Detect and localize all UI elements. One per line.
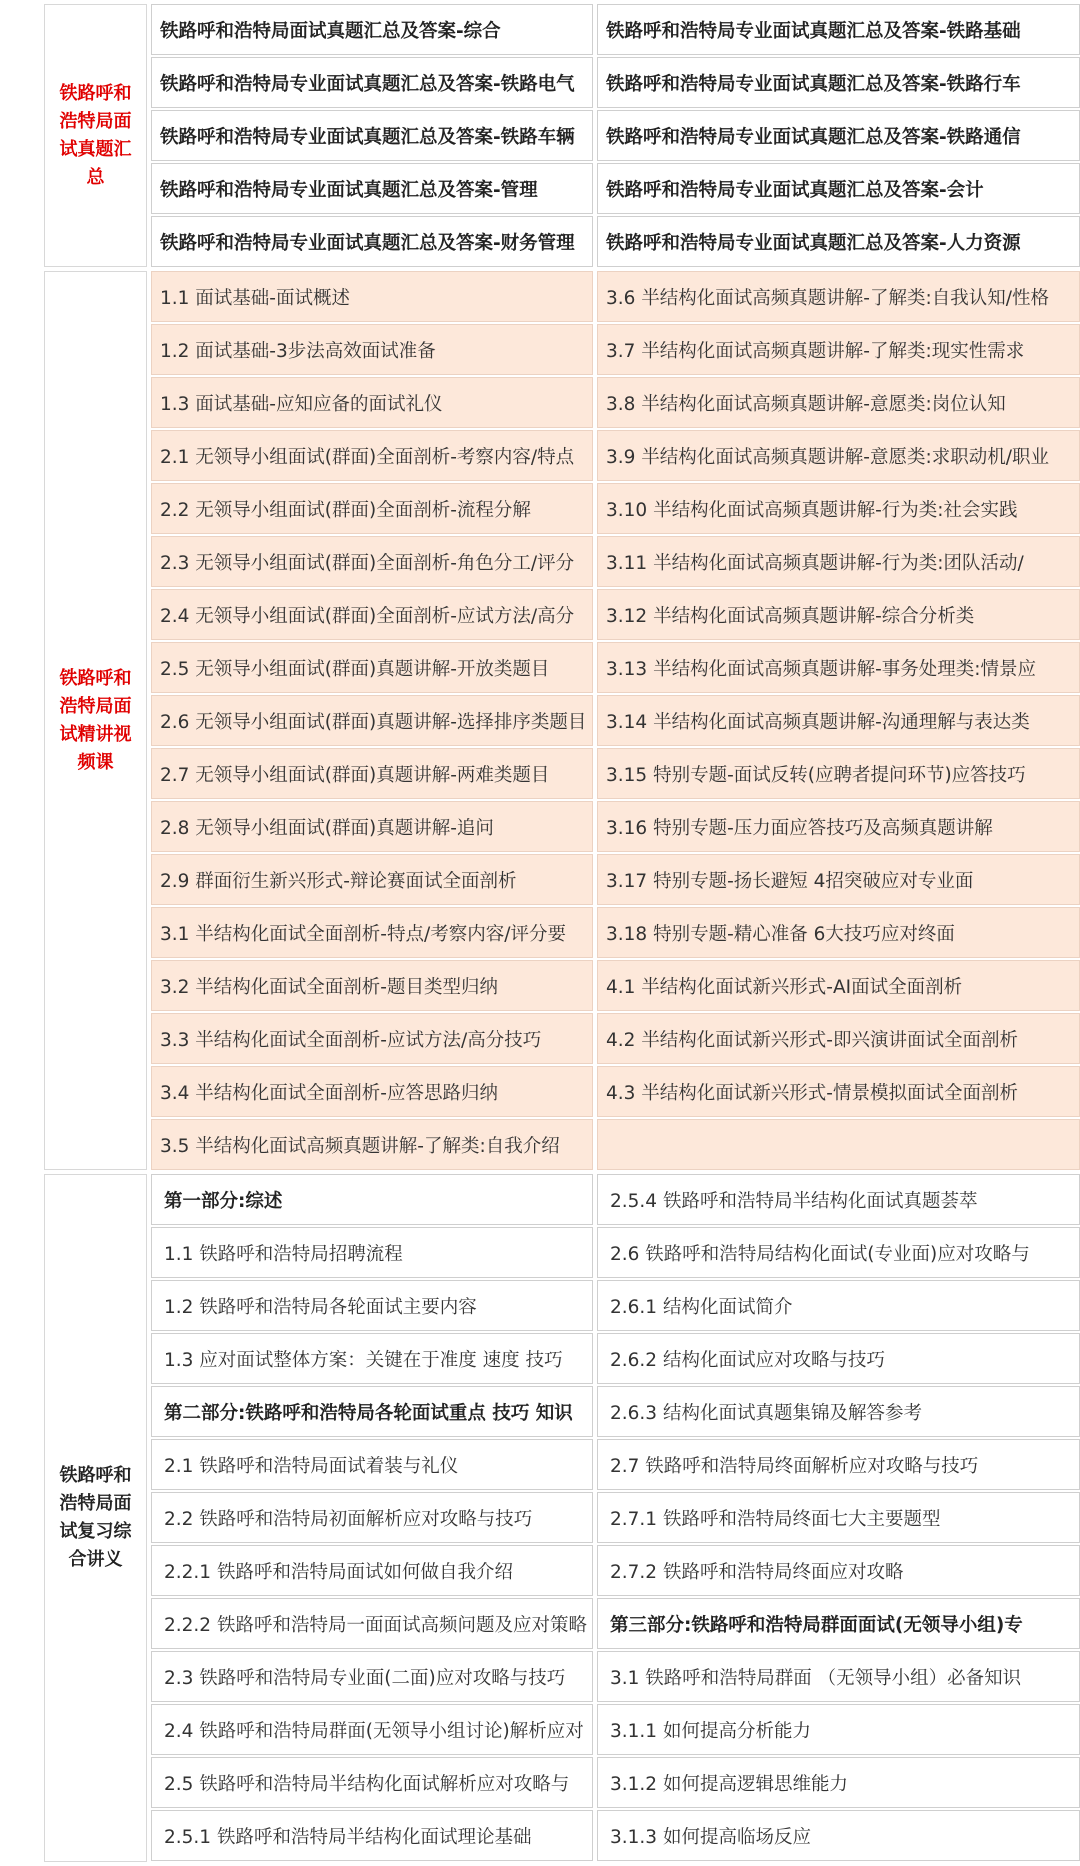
table-cell-link[interactable]: 3.17 特别专题-扬长避短 4招突破应对专业面 bbox=[597, 854, 1080, 905]
table-cell-link[interactable]: 1.2 铁路呼和浩特局各轮面试主要内容 bbox=[151, 1280, 593, 1331]
table-cell-link[interactable]: 4.1 半结构化面试新兴形式-AI面试全面剖析 bbox=[597, 960, 1080, 1011]
table-cell-link[interactable]: 铁路呼和浩特局专业面试真题汇总及答案-会计 bbox=[597, 163, 1080, 214]
table-row bbox=[151, 536, 1080, 587]
table-cell-link[interactable]: 2.5.4 铁路呼和浩特局半结构化面试真题荟萃 bbox=[597, 1174, 1080, 1225]
table-cell-link[interactable]: 2.6.2 结构化面试应对攻略与技巧 bbox=[597, 1333, 1080, 1384]
table-cell-empty bbox=[597, 1119, 1080, 1170]
section-label bbox=[44, 4, 147, 267]
table-cell-link[interactable]: 3.1 半结构化面试全面剖析-特点/考察内容/评分要 bbox=[151, 907, 593, 958]
table-row bbox=[151, 1386, 1080, 1437]
table-row bbox=[151, 1174, 1080, 1225]
table-cell-link[interactable]: 铁路呼和浩特局专业面试真题汇总及答案-铁路行车 bbox=[597, 57, 1080, 108]
table-cell-link[interactable]: 3.14 半结构化面试高频真题讲解-沟通理解与表达类 bbox=[597, 695, 1080, 746]
table-cell-link[interactable]: 2.3 无领导小组面试(群面)全面剖析-角色分工/评分 bbox=[151, 536, 593, 587]
table-cell-link[interactable]: 4.3 半结构化面试新兴形式-情景模拟面试全面剖析 bbox=[597, 1066, 1080, 1117]
table-cell-link[interactable]: 3.18 特别专题-精心准备 6大技巧应对终面 bbox=[597, 907, 1080, 958]
section-label bbox=[44, 1174, 147, 1862]
table-cell-link[interactable]: 2.1 无领导小组面试(群面)全面剖析-考察内容/特点 bbox=[151, 430, 593, 481]
table-row bbox=[151, 1492, 1080, 1543]
table-row bbox=[151, 1119, 1080, 1170]
table-cell-link[interactable]: 1.3 应对面试整体方案：关键在于准度 速度 技巧 bbox=[151, 1333, 593, 1384]
section-cells bbox=[151, 271, 1080, 1170]
table-row bbox=[151, 960, 1080, 1011]
table-cell-link[interactable]: 4.2 半结构化面试新兴形式-即兴演讲面试全面剖析 bbox=[597, 1013, 1080, 1064]
table-cell-link[interactable]: 3.13 半结构化面试高频真题讲解-事务处理类:情景应 bbox=[597, 642, 1080, 693]
table-row bbox=[151, 695, 1080, 746]
table-row bbox=[151, 642, 1080, 693]
table-cell-link[interactable]: 3.7 半结构化面试高频真题讲解-了解类:现实性需求 bbox=[597, 324, 1080, 375]
table-cell-heading[interactable]: 第三部分:铁路呼和浩特局群面面试(无领导小组)专 bbox=[597, 1598, 1080, 1649]
table-cell-link[interactable]: 3.1.2 如何提高逻辑思维能力 bbox=[597, 1757, 1080, 1808]
table-cell-link[interactable]: 铁路呼和浩特局面试真题汇总及答案-综合 bbox=[151, 4, 593, 55]
table-cell-link[interactable]: 2.2 无领导小组面试(群面)全面剖析-流程分解 bbox=[151, 483, 593, 534]
section-cells bbox=[151, 4, 1080, 267]
table-cell-link[interactable]: 2.7.2 铁路呼和浩特局终面应对攻略 bbox=[597, 1545, 1080, 1596]
table-row bbox=[151, 1227, 1080, 1278]
table-cell-link[interactable]: 铁路呼和浩特局专业面试真题汇总及答案-财务管理 bbox=[151, 216, 593, 267]
table-cell-link[interactable]: 铁路呼和浩特局专业面试真题汇总及答案-铁路通信 bbox=[597, 110, 1080, 161]
table-cell-link[interactable]: 2.5 无领导小组面试(群面)真题讲解-开放类题目 bbox=[151, 642, 593, 693]
table-cell-link[interactable]: 3.16 特别专题-压力面应答技巧及高频真题讲解 bbox=[597, 801, 1080, 852]
table-row bbox=[151, 1280, 1080, 1331]
table-row bbox=[151, 483, 1080, 534]
table-cell-link[interactable]: 2.7.1 铁路呼和浩特局终面七大主要题型 bbox=[597, 1492, 1080, 1543]
table-cell-link[interactable]: 2.6 铁路呼和浩特局结构化面试(专业面)应对攻略与 bbox=[597, 1227, 1080, 1278]
table-cell-link[interactable]: 3.5 半结构化面试高频真题讲解-了解类:自我介绍 bbox=[151, 1119, 593, 1170]
table-cell-link[interactable]: 3.12 半结构化面试高频真题讲解-综合分析类 bbox=[597, 589, 1080, 640]
table-cell-link[interactable]: 2.7 无领导小组面试(群面)真题讲解-两难类题目 bbox=[151, 748, 593, 799]
table-cell-link[interactable]: 2.5.1 铁路呼和浩特局半结构化面试理论基础 bbox=[151, 1810, 593, 1861]
table-cell-link[interactable]: 2.2 铁路呼和浩特局初面解析应对攻略与技巧 bbox=[151, 1492, 593, 1543]
table-cell-link[interactable]: 2.1 铁路呼和浩特局面试着装与礼仪 bbox=[151, 1439, 593, 1490]
table-cell-link[interactable]: 3.1.1 如何提高分析能力 bbox=[597, 1704, 1080, 1755]
table-row bbox=[151, 324, 1080, 375]
table-row bbox=[151, 57, 1080, 108]
table-cell-link[interactable]: 1.3 面试基础-应知应备的面试礼仪 bbox=[151, 377, 593, 428]
table-row bbox=[151, 216, 1080, 267]
table-cell-link[interactable]: 3.6 半结构化面试高频真题讲解-了解类:自我认知/性格 bbox=[597, 271, 1080, 322]
table-row bbox=[151, 1757, 1080, 1808]
table-cell-link[interactable]: 3.11 半结构化面试高频真题讲解-行为类:团队活动/ bbox=[597, 536, 1080, 587]
table-row bbox=[151, 4, 1080, 55]
table-cell-link[interactable]: 2.8 无领导小组面试(群面)真题讲解-追问 bbox=[151, 801, 593, 852]
table-cell-link[interactable]: 2.7 铁路呼和浩特局终面解析应对攻略与技巧 bbox=[597, 1439, 1080, 1490]
table-cell-link[interactable]: 1.2 面试基础-3步法高效面试准备 bbox=[151, 324, 593, 375]
table-cell-link[interactable]: 3.10 半结构化面试高频真题讲解-行为类:社会实践 bbox=[597, 483, 1080, 534]
table-row bbox=[151, 1810, 1080, 1861]
table-row bbox=[151, 748, 1080, 799]
table-cell-link[interactable]: 3.15 特别专题-面试反转(应聘者提问环节)应答技巧 bbox=[597, 748, 1080, 799]
table-cell-link[interactable]: 3.1 铁路呼和浩特局群面 （无领导小组）必备知识 bbox=[597, 1651, 1080, 1702]
table-row bbox=[151, 1066, 1080, 1117]
table-row bbox=[151, 430, 1080, 481]
table-row bbox=[151, 589, 1080, 640]
table-cell-link[interactable]: 3.9 半结构化面试高频真题讲解-意愿类:求职动机/职业 bbox=[597, 430, 1080, 481]
section-label-text: 铁路呼和浩特局面试真题汇总 bbox=[59, 82, 132, 188]
table-cell-heading[interactable]: 第一部分:综述 bbox=[151, 1174, 593, 1225]
section-video-course bbox=[44, 271, 1080, 1170]
section-review-handout bbox=[44, 1174, 1080, 1862]
table-cell-link[interactable]: 铁路呼和浩特局专业面试真题汇总及答案-铁路电气 bbox=[151, 57, 593, 108]
table-cell-heading[interactable]: 第二部分:铁路呼和浩特局各轮面试重点 技巧 知识 bbox=[151, 1386, 593, 1437]
table-row bbox=[151, 1013, 1080, 1064]
table-row bbox=[151, 271, 1080, 322]
table-cell-link[interactable]: 2.4 铁路呼和浩特局群面(无领导小组讨论)解析应对 bbox=[151, 1704, 593, 1755]
table-cell-link[interactable]: 2.3 铁路呼和浩特局专业面(二面)应对攻略与技巧 bbox=[151, 1651, 593, 1702]
section-label-text: 铁路呼和浩特局面试精讲视频课 bbox=[59, 667, 132, 773]
table-cell-link[interactable]: 1.1 面试基础-面试概述 bbox=[151, 271, 593, 322]
table-row bbox=[151, 1545, 1080, 1596]
table-cell-link[interactable]: 3.1.3 如何提高临场反应 bbox=[597, 1810, 1080, 1861]
table-cell-link[interactable]: 1.1 铁路呼和浩特局招聘流程 bbox=[151, 1227, 593, 1278]
table-cell-link[interactable]: 2.4 无领导小组面试(群面)全面剖析-应试方法/高分 bbox=[151, 589, 593, 640]
table-row bbox=[151, 854, 1080, 905]
table-cell-link[interactable]: 2.6.3 结构化面试真题集锦及解答参考 bbox=[597, 1386, 1080, 1437]
table-cell-link[interactable]: 2.5 铁路呼和浩特局半结构化面试解析应对攻略与 bbox=[151, 1757, 593, 1808]
table-cell-link[interactable]: 3.4 半结构化面试全面剖析-应答思路归纳 bbox=[151, 1066, 593, 1117]
table-cell-link[interactable]: 2.2.2 铁路呼和浩特局一面面试高频问题及应对策略 bbox=[151, 1598, 593, 1649]
table-cell-link[interactable]: 2.9 群面衍生新兴形式-辩论赛面试全面剖析 bbox=[151, 854, 593, 905]
table-cell-link[interactable]: 2.6.1 结构化面试简介 bbox=[597, 1280, 1080, 1331]
table-cell-link[interactable]: 铁路呼和浩特局专业面试真题汇总及答案-管理 bbox=[151, 163, 593, 214]
table-cell-link[interactable]: 3.8 半结构化面试高频真题讲解-意愿类:岗位认知 bbox=[597, 377, 1080, 428]
table-row bbox=[151, 801, 1080, 852]
section-label-text: 铁路呼和浩特局面试复习综合讲义 bbox=[59, 1465, 132, 1570]
table-cell-link[interactable]: 铁路呼和浩特局专业面试真题汇总及答案-铁路基础 bbox=[597, 4, 1080, 55]
table-row bbox=[151, 1651, 1080, 1702]
table-cell-link[interactable]: 铁路呼和浩特局专业面试真题汇总及答案-铁路车辆 bbox=[151, 110, 593, 161]
table-row bbox=[151, 110, 1080, 161]
table-row bbox=[151, 907, 1080, 958]
course-outline-table bbox=[44, 4, 1080, 1866]
table-row bbox=[151, 163, 1080, 214]
table-row bbox=[151, 1704, 1080, 1755]
table-row bbox=[151, 1333, 1080, 1384]
table-cell-link[interactable]: 2.2.1 铁路呼和浩特局面试如何做自我介绍 bbox=[151, 1545, 593, 1596]
table-row bbox=[151, 377, 1080, 428]
table-cell-link[interactable]: 3.2 半结构化面试全面剖析-题目类型归纳 bbox=[151, 960, 593, 1011]
table-cell-link[interactable]: 3.3 半结构化面试全面剖析-应试方法/高分技巧 bbox=[151, 1013, 593, 1064]
section-label bbox=[44, 271, 147, 1170]
section-interview-questions bbox=[44, 4, 1080, 267]
table-row bbox=[151, 1598, 1080, 1649]
section-cells bbox=[151, 1174, 1080, 1862]
table-cell-link[interactable]: 铁路呼和浩特局专业面试真题汇总及答案-人力资源 bbox=[597, 216, 1080, 267]
table-row bbox=[151, 1439, 1080, 1490]
table-cell-link[interactable]: 2.6 无领导小组面试(群面)真题讲解-选择排序类题目 bbox=[151, 695, 593, 746]
